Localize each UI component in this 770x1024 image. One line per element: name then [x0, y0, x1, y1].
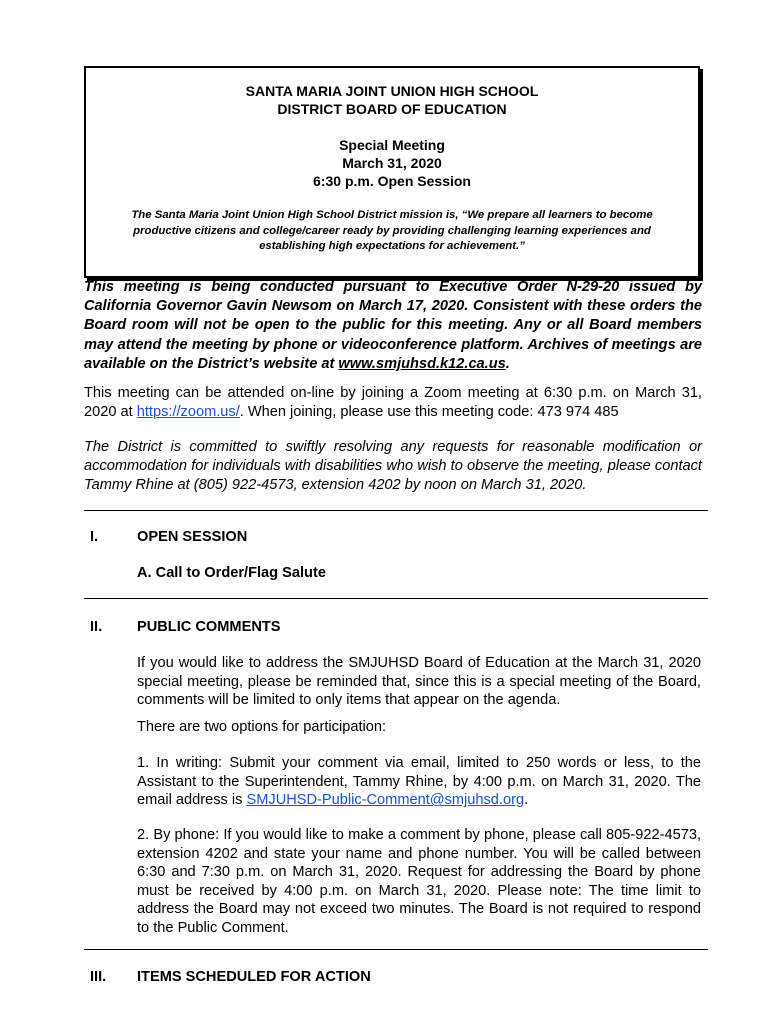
- zoom-text-after: . When joining, please use this meeting code: 473 974 485: [239, 404, 619, 420]
- notice-end: .: [505, 355, 510, 372]
- notice-text: This meeting is being conducted pursuant to Executive Order N-29-20 issued by California Governor Gavin Newsom on March 17, 2020. Consistent with these orders the Board room will not be open to the public for this meeting. Any or all Board members may attend the meeting by phone or videoconference platform. Archives of meetings are available on the District’s website at: [84, 279, 702, 372]
- mission-statement: The Santa Maria Joint Union High School District mission is, “We prepare all learners to become productive citizens and college/career ready by providing challenging learning experiences and establishing high expectations for achievement.”: [131, 209, 653, 252]
- meeting-date: March 31, 2020: [342, 155, 442, 171]
- school-name: SANTA MARIA JOINT UNION HIGH SCHOOL: [245, 83, 539, 99]
- divider: [84, 510, 708, 511]
- section-title-items-for-action: ITEMS SCHEDULED FOR ACTION: [137, 969, 371, 985]
- accommodation-paragraph: The District is committed to swiftly resolving any requests for reasonable modification or accommodation for individuals with disabilities who wish to observe the meeting, please contact Tammy Rhine at (805) 922-4573, extension 4202 by noon on March 31, 2020.: [84, 439, 702, 493]
- section-title-public-comments: PUBLIC COMMENTS: [137, 619, 281, 635]
- zoom-paragraph: [84, 384, 702, 422]
- header-box: [84, 66, 700, 278]
- divider: [84, 598, 708, 599]
- section-title-open-session: OPEN SESSION: [137, 529, 248, 545]
- meeting-time: 6:30 p.m. Open Session: [313, 173, 471, 189]
- public-comment-email-link[interactable]: SMJUHSD-Public-Comment@smjuhsd.org: [246, 792, 525, 809]
- divider: [84, 949, 708, 950]
- section-number: I.: [90, 529, 99, 545]
- public-comments-intro: If you would like to address the SMJUHSD Board of Education at the March 31, 2020 special meeting, please be reminded that, since this is a special meeting of the Board, comments will be limited to only items that appear on the agenda.: [137, 655, 701, 709]
- item-call-to-order: A. Call to Order/Flag Salute: [137, 565, 326, 581]
- option-writing: [137, 754, 701, 810]
- district-website-link[interactable]: www.smjuhsd.k12.ca.us: [338, 355, 506, 372]
- zoom-text-before: This meeting can be attended on-line by joining a Zoom meeting at 6:30 p.m. on March 31, 2020 at: [84, 385, 702, 420]
- section-number: III.: [90, 969, 107, 985]
- option-writing-text: 1. In writing: Submit your comment via email, limited to 250 words or less, to the Assistant to the Superintendent, Tammy Rhine, by 4:00 p.m. on March 31, 2020. The email address is: [137, 755, 701, 809]
- board-name: DISTRICT BOARD OF EDUCATION: [277, 101, 507, 117]
- participation-options: There are two options for participation:: [137, 719, 387, 735]
- option-writing-end: .: [524, 792, 529, 809]
- option-phone: 2. By phone: If you would like to make a comment by phone, please call 805-922-4573, extension 4202 and state your name and phone number. You will be called between 6:30 and 7:30 p.m. on March 31, 2020. Request for addressing the Board by phone must be received by 4:00 p.m. on March 31, 2020. Please note: The time limit to address the Board may not exceed two minutes. The Board is not required to respond to the Public Comment.: [137, 827, 701, 936]
- zoom-link[interactable]: https://zoom.us/: [136, 404, 240, 420]
- meeting-type: Special Meeting: [339, 137, 445, 153]
- executive-order-notice: [84, 278, 702, 374]
- section-number: II.: [90, 619, 103, 635]
